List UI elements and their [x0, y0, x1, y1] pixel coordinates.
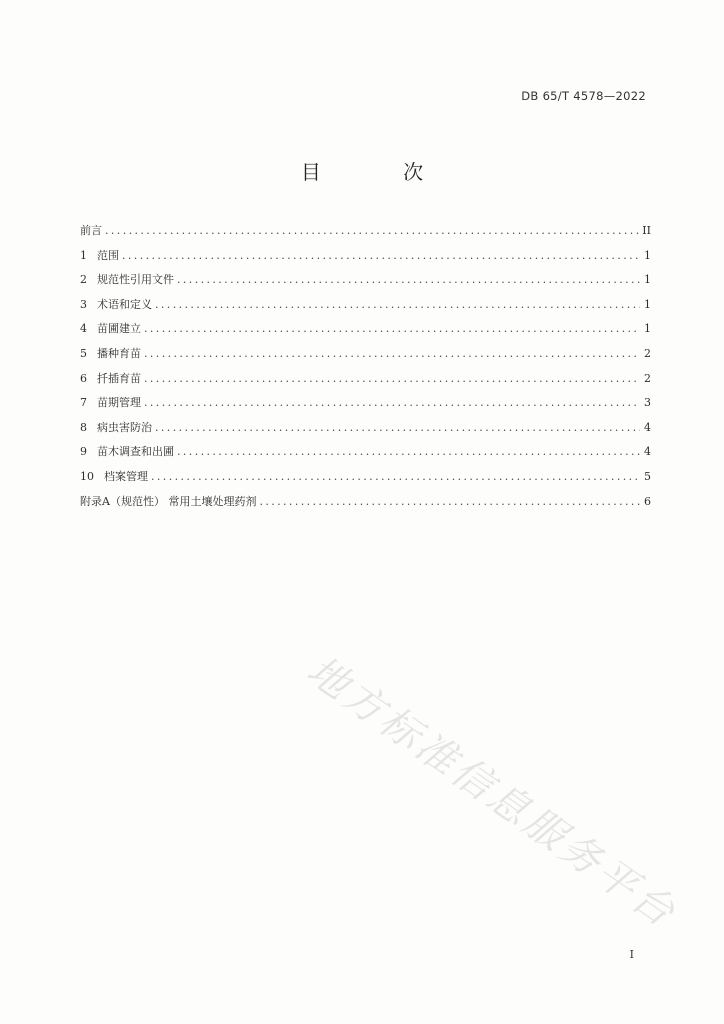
- toc-leader-dots: [144, 347, 640, 360]
- toc-entry-page: 6: [644, 494, 651, 508]
- toc-entry-8[interactable]: [80, 419, 651, 444]
- toc-entry-page: 2: [644, 346, 651, 360]
- toc-entry-page: 2: [644, 371, 651, 385]
- toc-leader-dots: [259, 495, 640, 508]
- page-number: I: [629, 948, 634, 961]
- toc-entry-label: 扦插育苗: [97, 371, 141, 385]
- toc-entry-7[interactable]: [80, 394, 651, 419]
- toc-leader-dots: [155, 298, 640, 311]
- toc-entry-page: 1: [644, 322, 651, 336]
- toc-entry-4[interactable]: [80, 320, 651, 345]
- toc-entry-number: 7: [80, 396, 87, 410]
- toc-entry-page: II: [642, 224, 651, 237]
- toc-entry-label: 档案管理: [104, 469, 148, 483]
- toc-entry-page: 1: [644, 297, 651, 311]
- toc-leader-dots: [155, 421, 640, 434]
- toc-entry-label: 苗圃建立: [97, 322, 141, 336]
- toc-entry-number: 9: [80, 445, 87, 459]
- toc-entry-label: 苗期管理: [97, 396, 141, 410]
- toc-entry-number: 3: [80, 297, 87, 311]
- toc-entry-label: 术语和定义: [97, 297, 152, 311]
- toc-leader-dots: [122, 249, 640, 262]
- toc-entry-page: 1: [644, 248, 651, 262]
- toc-leader-dots: [105, 224, 639, 237]
- toc-entry-page: 3: [644, 396, 651, 410]
- toc-entry-label: 苗木调查和出圃: [97, 445, 174, 459]
- toc-entry-number: 6: [80, 371, 87, 385]
- toc-leader-dots: [144, 396, 640, 409]
- page-title: 目 次: [300, 160, 462, 184]
- watermark-text: 地方标准信息服务平台: [298, 647, 686, 938]
- toc-entry-page: 1: [644, 273, 651, 287]
- toc-leader-dots: [144, 322, 640, 335]
- toc-entry-foreword[interactable]: [80, 222, 651, 247]
- standard-number: DB 65/T 4578—2022: [521, 89, 646, 103]
- toc-entry-label: 范围: [97, 248, 119, 262]
- table-of-contents: [80, 222, 651, 517]
- toc-entry-page: 5: [644, 469, 651, 483]
- toc-entry-label: 病虫害防治: [97, 420, 152, 434]
- toc-entry-appendix-a[interactable]: [80, 493, 651, 518]
- toc-entry-number: 5: [80, 346, 87, 360]
- toc-entry-label: 前言: [80, 224, 102, 237]
- toc-entry-5[interactable]: [80, 345, 651, 370]
- toc-entry-number: 8: [80, 420, 87, 434]
- toc-entry-2[interactable]: [80, 271, 651, 296]
- toc-leader-dots: [177, 445, 640, 458]
- toc-leader-dots: [151, 470, 640, 483]
- toc-entry-number: 1: [80, 248, 87, 262]
- toc-entry-number: 10: [80, 469, 94, 483]
- toc-leader-dots: [144, 372, 640, 385]
- toc-entry-page: 4: [644, 420, 651, 434]
- toc-entry-label: 规范性引用文件: [97, 273, 174, 287]
- toc-entry-3[interactable]: [80, 296, 651, 321]
- toc-entry-6[interactable]: [80, 370, 651, 395]
- toc-entry-page: 4: [644, 445, 651, 459]
- toc-entry-10[interactable]: [80, 468, 651, 493]
- toc-leader-dots: [177, 273, 640, 286]
- toc-entry-9[interactable]: [80, 443, 651, 468]
- toc-entry-number: 2: [80, 273, 87, 287]
- toc-entry-1[interactable]: [80, 247, 651, 272]
- toc-entry-number: 4: [80, 322, 87, 336]
- toc-entry-label: 附录A（规范性） 常用土壤处理药剂: [80, 494, 257, 508]
- toc-entry-label: 播种育苗: [97, 346, 141, 360]
